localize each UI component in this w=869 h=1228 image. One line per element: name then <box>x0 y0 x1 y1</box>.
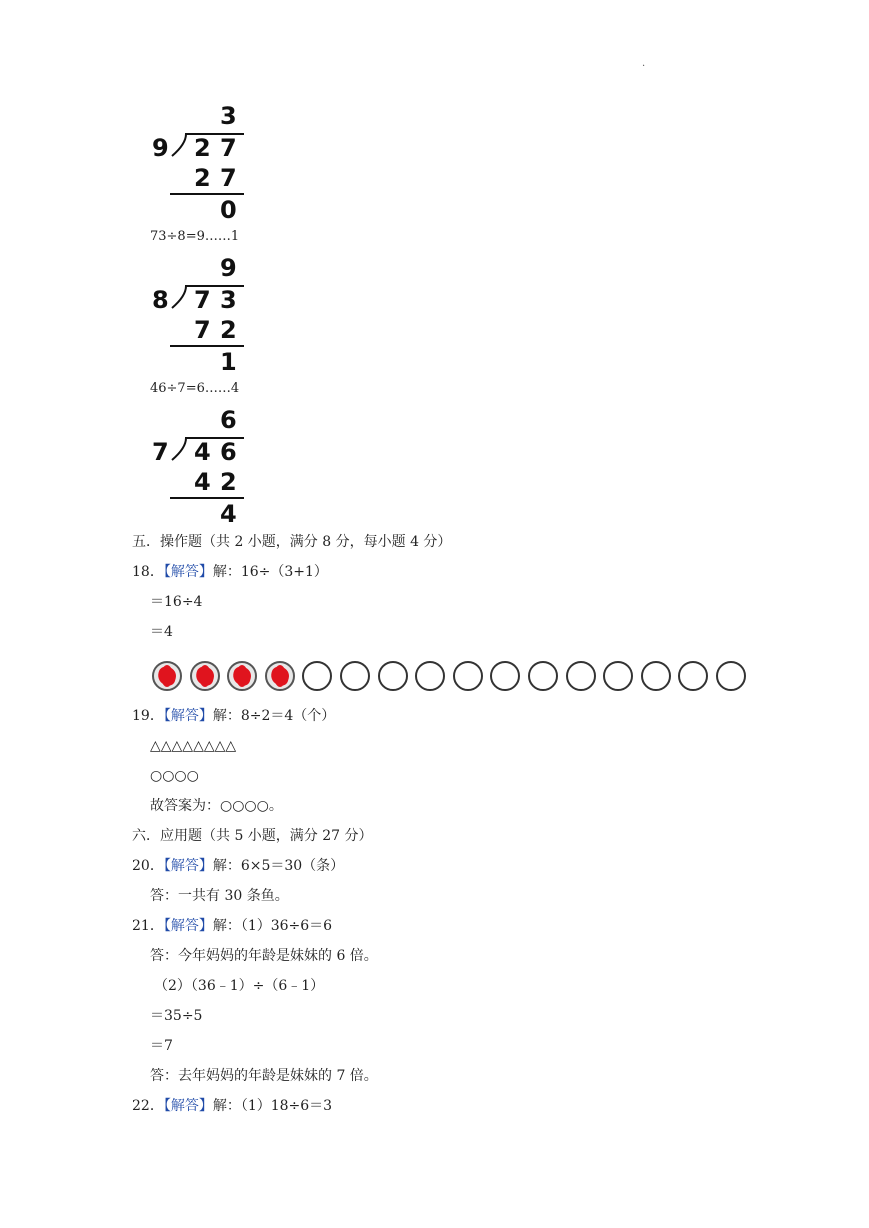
circle-empty-icon <box>302 661 332 691</box>
q21-line-5: ＝7 <box>150 1038 173 1054</box>
product-digit: 7 <box>194 316 211 344</box>
q20-header <box>132 857 344 875</box>
product-digit: 2 <box>220 316 237 344</box>
quotient-digit: 9 <box>220 254 237 282</box>
q21-line-3: （2）（36﹣1）÷（6﹣1） <box>154 978 325 994</box>
remainder: 0 <box>220 196 237 224</box>
subtraction-line <box>170 193 244 195</box>
long-division-73-by-8 <box>150 256 250 376</box>
circle-filled-icon <box>265 661 295 691</box>
circle-empty-icon <box>415 661 445 691</box>
circle-empty-icon <box>603 661 633 691</box>
q18-header <box>132 563 328 581</box>
page-mark: . <box>642 58 646 69</box>
quotient-digit: 6 <box>220 406 237 434</box>
q22-number: 22． <box>132 1098 164 1114</box>
q19-circles: ○○○○ <box>150 768 199 784</box>
subtraction-line <box>170 497 244 499</box>
q21-answer-tag: 【解答】 <box>163 918 213 934</box>
circle-empty-icon <box>678 661 708 691</box>
q21-line-6: 答：去年妈妈的年龄是妹妹的 7 倍。 <box>150 1068 378 1084</box>
q18-line-3: ＝4 <box>150 624 173 640</box>
product-digit: 2 <box>220 468 237 496</box>
section-5-title: 五．操作题（共 2 小题，满分 8 分，每小题 4 分） <box>132 534 452 550</box>
dividend-digit: 2 <box>194 134 211 162</box>
q21-text: 解：（1）36÷6＝6 <box>212 918 333 934</box>
subtraction-line <box>170 345 244 347</box>
q19-header <box>132 707 335 725</box>
q20-answer-tag: 【解答】 <box>163 858 213 874</box>
remainder: 1 <box>220 348 237 376</box>
q18-line-2: ＝16÷4 <box>150 594 203 610</box>
quotient-digit: 3 <box>220 102 237 130</box>
q22-answer-tag: 【解答】 <box>163 1098 213 1114</box>
circle-filled-icon <box>152 661 182 691</box>
q20-answer: 答：一共有 30 条鱼。 <box>150 888 289 904</box>
dividend-digit: 6 <box>220 438 237 466</box>
q22-text: 解：（1）18÷6＝3 <box>212 1098 333 1114</box>
circle-empty-icon <box>453 661 483 691</box>
q19-number: 19． <box>132 708 164 724</box>
dividend-digit: 7 <box>220 134 237 162</box>
long-division-27-by-9 <box>150 104 250 224</box>
q20-number: 20． <box>132 858 164 874</box>
divisor: 7 <box>152 438 169 466</box>
q21-header <box>132 917 332 935</box>
equation-73-div-8: 73÷8=9……1 <box>150 229 240 244</box>
circle-empty-icon <box>566 661 596 691</box>
q21-line-4: ＝35÷5 <box>150 1008 203 1024</box>
q18-text: 解：16÷（3+1） <box>212 564 328 580</box>
q19-text: 解：8÷2＝4（个） <box>212 708 336 724</box>
circle-group <box>152 655 762 697</box>
divisor: 9 <box>152 134 169 162</box>
equation-46-div-7: 46÷7=6……4 <box>150 381 240 396</box>
circle-empty-icon <box>340 661 370 691</box>
circle-filled-icon <box>227 661 257 691</box>
q21-number: 21． <box>132 918 164 934</box>
long-division-46-by-7 <box>150 408 250 528</box>
circle-empty-icon <box>716 661 746 691</box>
q20-text: 解：6×5＝30（条） <box>212 858 345 874</box>
q19-answer-tag: 【解答】 <box>163 708 213 724</box>
dividend-digit: 4 <box>194 438 211 466</box>
circle-empty-icon <box>490 661 520 691</box>
q19-triangles: △△△△△△△△ <box>150 738 237 754</box>
q18-answer-tag: 【解答】 <box>163 564 213 580</box>
q18-number: 18． <box>132 564 164 580</box>
section-6-title: 六．应用题（共 5 小题，满分 27 分） <box>132 828 373 844</box>
q19-answer: 故答案为：○○○○。 <box>150 798 283 814</box>
product-digit: 7 <box>220 164 237 192</box>
product-digit: 2 <box>194 164 211 192</box>
circle-empty-icon <box>641 661 671 691</box>
remainder: 4 <box>220 500 237 528</box>
divisor: 8 <box>152 286 169 314</box>
product-digit: 4 <box>194 468 211 496</box>
q22-header <box>132 1097 332 1115</box>
dividend-digit: 3 <box>220 286 237 314</box>
circle-filled-icon <box>190 661 220 691</box>
q21-line-2: 答：今年妈妈的年龄是妹妹的 6 倍。 <box>150 948 378 964</box>
circle-empty-icon <box>528 661 558 691</box>
circle-empty-icon <box>378 661 408 691</box>
dividend-digit: 7 <box>194 286 211 314</box>
